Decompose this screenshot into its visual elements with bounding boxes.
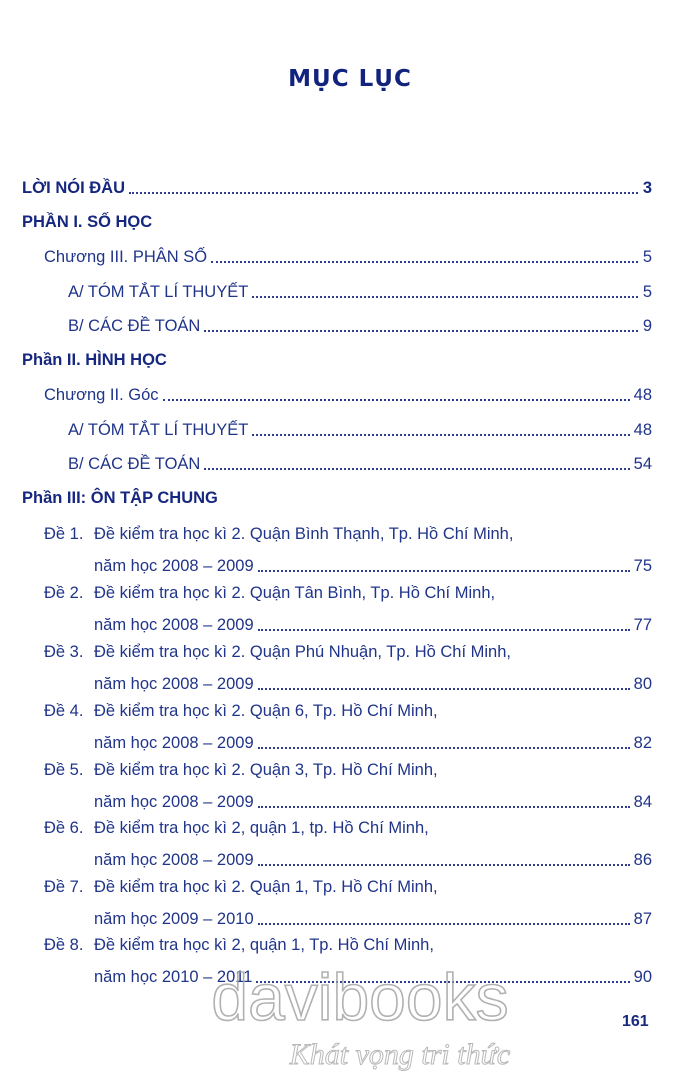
toc-entry-label: LỜI NÓI ĐẦU — [22, 179, 125, 197]
toc-entry-page: 5 — [642, 283, 652, 301]
dot-leader — [256, 981, 629, 983]
exam-entry[interactable] — [44, 935, 652, 987]
exam-number: Đề 7. — [44, 878, 84, 896]
exam-year: năm học 2008 – 2009 — [94, 675, 254, 693]
dot-leader — [258, 747, 630, 749]
exam-entry[interactable] — [44, 524, 652, 576]
exam-entry[interactable] — [44, 877, 652, 929]
exam-number: Đề 6. — [44, 819, 84, 837]
dot-leader — [258, 923, 630, 925]
toc-entry-page: 9 — [642, 317, 652, 335]
watermark-brand: davibooks — [211, 960, 509, 1034]
toc-entry[interactable] — [44, 247, 652, 267]
exam-number: Đề 1. — [44, 525, 84, 543]
toc-entry[interactable] — [22, 178, 652, 198]
toc-entry-label: Phần III: ÔN TẬP CHUNG — [22, 489, 218, 507]
toc-entry-page: 54 — [633, 455, 652, 473]
dot-leader — [163, 399, 630, 401]
toc-entry-page: 48 — [633, 386, 652, 404]
dot-leader — [129, 192, 638, 194]
toc-entry-page: 5 — [642, 248, 652, 266]
toc-entry-label: Phần II. HÌNH HỌC — [22, 351, 167, 369]
exam-year: năm học 2008 – 2009 — [94, 557, 254, 575]
toc-entry-label: Chương II. Góc — [44, 386, 159, 404]
exam-entry[interactable] — [44, 818, 652, 870]
exam-year: năm học 2009 – 2010 — [94, 910, 254, 928]
exam-year: năm học 2008 – 2009 — [94, 616, 254, 634]
exam-title: Đề kiểm tra học kì 2. Quận Phú Nhuận, Tp. Hồ Chí Minh, — [94, 643, 511, 661]
exam-title: Đề kiểm tra học kì 2. Quận Bình Thạnh, Tp. Hồ Chí Minh, — [94, 525, 514, 543]
exam-number: Đề 4. — [44, 702, 84, 720]
toc-entry-label: A/ TÓM TẮT LÍ THUYẾT — [68, 283, 249, 301]
exam-number: Đề 3. — [44, 643, 84, 661]
exam-page: 86 — [633, 851, 652, 869]
dot-leader — [258, 864, 630, 866]
exam-title: Đề kiểm tra học kì 2. Quận Tân Bình, Tp. Hồ Chí Minh, — [94, 584, 496, 602]
exam-year: năm học 2008 – 2009 — [94, 793, 254, 811]
toc-entry[interactable] — [22, 350, 652, 370]
toc-entry-label: PHẦN I. SỐ HỌC — [22, 213, 153, 231]
dot-leader — [211, 261, 638, 263]
toc-entry-page: 3 — [642, 179, 652, 197]
exam-title: Đề kiểm tra học kì 2. Quận 3, Tp. Hồ Chí Minh, — [94, 761, 438, 779]
exam-title: Đề kiểm tra học kì 2, quận 1, tp. Hồ Chí Minh, — [94, 819, 429, 837]
toc-entry[interactable] — [68, 282, 652, 302]
dot-leader — [204, 330, 638, 332]
toc-entry-page: 48 — [633, 421, 652, 439]
toc-entry-label: B/ CÁC ĐỀ TOÁN — [68, 317, 201, 335]
toc-entry-label: A/ TÓM TẮT LÍ THUYẾT — [68, 421, 249, 439]
exam-number: Đề 8. — [44, 936, 84, 954]
toc-entry[interactable] — [44, 385, 652, 405]
exam-page: 90 — [633, 968, 652, 986]
exam-title: Đề kiểm tra học kì 2. Quận 6, Tp. Hồ Chí Minh, — [94, 702, 438, 720]
exam-page: 84 — [633, 793, 652, 811]
exam-entry[interactable] — [44, 583, 652, 635]
exam-entry[interactable] — [44, 701, 652, 753]
exam-year: năm học 2008 – 2009 — [94, 734, 254, 752]
exam-year: năm học 2010 – 2011 — [94, 968, 253, 986]
exam-entry[interactable] — [44, 760, 652, 812]
exam-page: 77 — [633, 616, 652, 634]
page-title: MỤC LỤC — [288, 66, 412, 92]
exam-title: Đề kiểm tra học kì 2. Quận 1, Tp. Hồ Chí Minh, — [94, 878, 438, 896]
toc-entry[interactable] — [68, 420, 652, 440]
exam-page: 87 — [633, 910, 652, 928]
toc-entry-label: B/ CÁC ĐỀ TOÁN — [68, 455, 201, 473]
exam-page: 80 — [633, 675, 652, 693]
dot-leader — [258, 629, 630, 631]
exam-number: Đề 2. — [44, 584, 84, 602]
dot-leader — [258, 688, 630, 690]
dot-leader — [258, 806, 630, 808]
dot-leader — [252, 434, 629, 436]
exam-title: Đề kiểm tra học kì 2, quận 1, Tp. Hồ Chí Minh, — [94, 936, 434, 954]
watermark-slogan: Khát vọng tri thức — [289, 1038, 511, 1071]
exam-year: năm học 2008 – 2009 — [94, 851, 254, 869]
exam-page: 82 — [633, 734, 652, 752]
dot-leader — [258, 570, 630, 572]
page-number: 161 — [622, 1013, 649, 1030]
dot-leader — [252, 296, 638, 298]
toc-entry[interactable] — [68, 316, 652, 336]
toc-entry[interactable] — [22, 212, 652, 232]
toc-entry-label: Chương III. PHÂN SỐ — [44, 248, 208, 266]
exam-entry[interactable] — [44, 642, 652, 694]
exam-number: Đề 5. — [44, 761, 84, 779]
dot-leader — [204, 468, 629, 470]
toc-entry[interactable] — [68, 454, 652, 474]
exam-page: 75 — [633, 557, 652, 575]
toc-entry[interactable] — [22, 488, 652, 508]
